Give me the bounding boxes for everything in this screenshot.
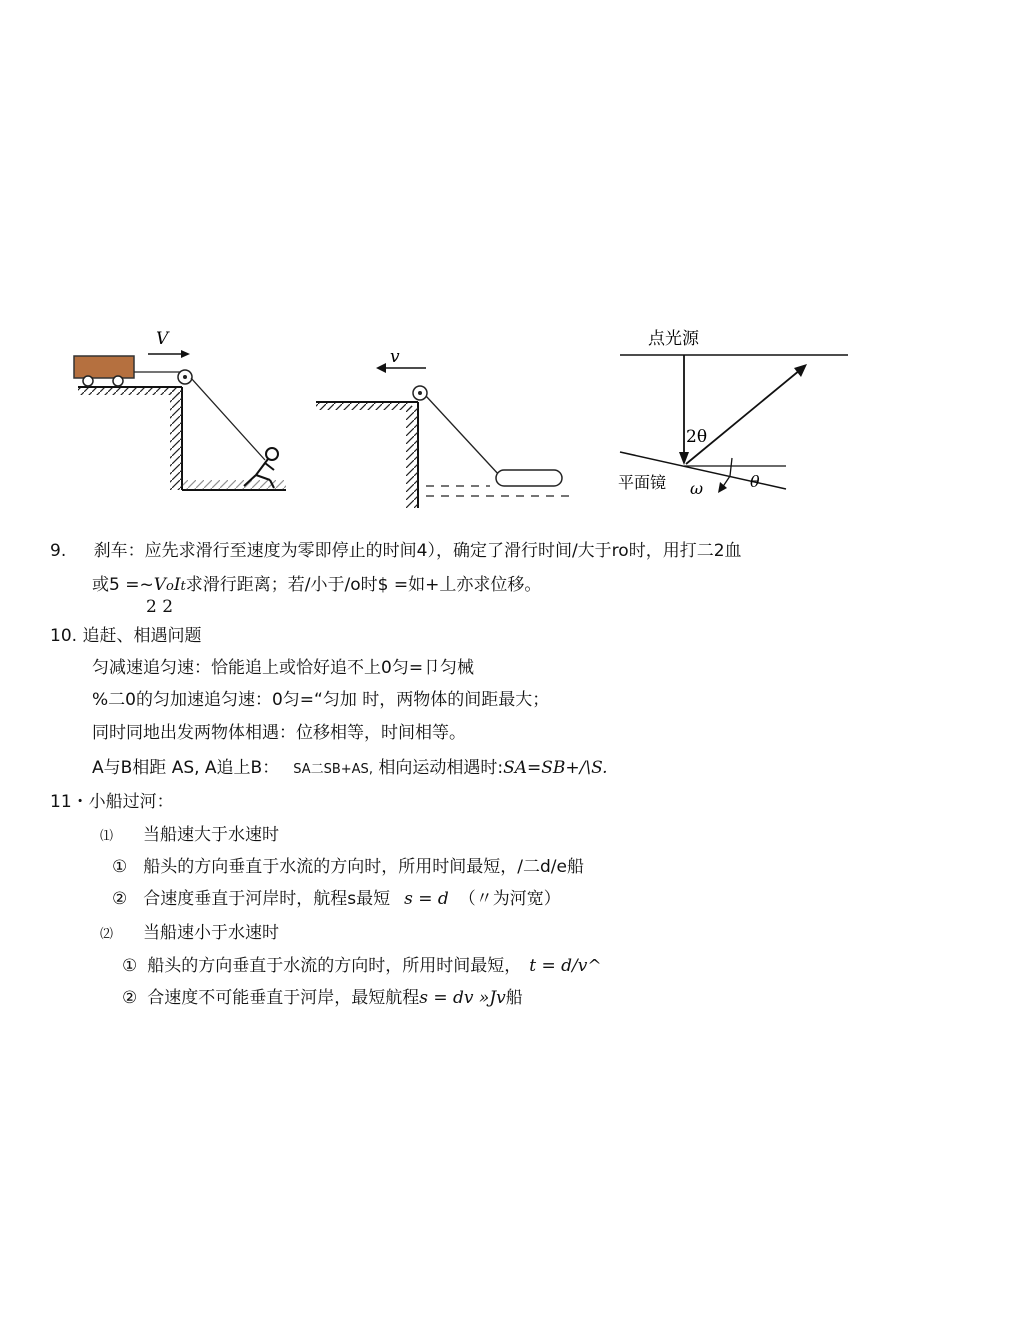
section-11-case-1: ⑴ 当船速大于水速时: [100, 825, 280, 845]
section-10-title: 10. 追赶、相遇问题: [50, 626, 202, 646]
section-10-line-4: A与B相距 AS, A追上B： SA二SB+AS, 相向运动相遇时:SA=SB+/\S.: [92, 758, 608, 778]
section-11-title: 11・小船过河：: [50, 792, 174, 812]
mirror-reflection-figure: [610, 322, 860, 507]
section-9-line-1: [50, 540, 742, 562]
section-9-fraction-denominators: 2 2: [146, 597, 174, 617]
section-9-number: 9.: [50, 541, 67, 561]
two-theta-label: 2θ: [686, 427, 708, 447]
theta-label: θ: [750, 472, 760, 491]
section-10-line-3: 同时同地出发两物体相遇：位移相等，时间相等。: [92, 723, 466, 743]
boat-pulley-figure: [310, 340, 580, 510]
section-9-line-2: 或5 =~VoIt求滑行距离；若/小于/o时$ =如+丄亦求位移。: [92, 575, 542, 595]
boat-velocity-label: v: [390, 347, 400, 367]
section-10-line-1: 匀减速追匀速：恰能追上或恰好追不上0匀=卩匀械: [92, 658, 475, 678]
section-11-case-2: ⑵ 当船速小于水速时: [100, 923, 280, 943]
cart: [74, 356, 134, 378]
section-11-case-1-item-1: ① 船头的方向垂直于水流的方向时，所用时间最短，/二d/e船: [112, 857, 584, 877]
omega-label: ω: [690, 479, 704, 498]
section-9-text-1: 刹车：应先求滑行至速度为零即停止的时间4），确定了滑行时间/大于ro时，用打二2血: [93, 541, 742, 561]
section-10-line-2: %二0的匀加速追匀速：0匀=“匀加 时，两物体的间距最大；: [92, 690, 550, 710]
mirror-label: 平面镜: [618, 473, 667, 492]
light-source-label: 点光源: [648, 329, 699, 349]
section-11-case-2-item-1: ① 船头的方向垂直于水流的方向时，所用时间最短， t = d/v^: [122, 956, 602, 976]
cart-pulley-figure: [60, 320, 300, 510]
section-11-case-2-item-2: ② 合速度不可能垂直于河岸，最短航程s = dv »Jv船: [122, 988, 523, 1008]
cart-velocity-label: V: [156, 329, 169, 349]
boat: [496, 470, 562, 486]
section-11-case-1-item-2: ② 合速度垂直于河岸时，航程s最短 s = d （〃为河宽）: [112, 889, 561, 909]
